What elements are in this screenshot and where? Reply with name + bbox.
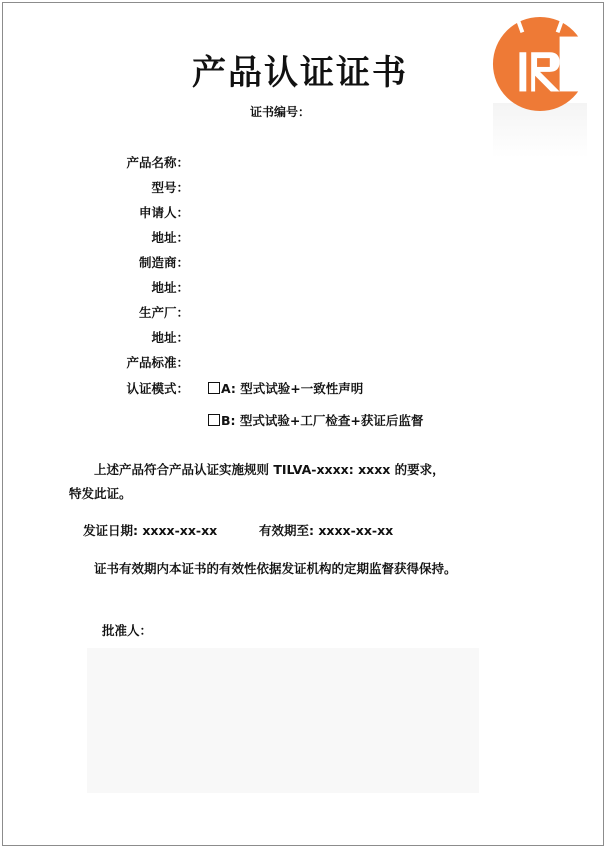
model-label: 型号：	[151, 180, 189, 195]
valid-until: 有效期至: xxxx-xx-xx	[259, 523, 394, 538]
product-standard-label: 产品标准：	[126, 355, 189, 370]
validity-note: 证书有效期内本证书的有效性依据发证机构的定期监督获得保持。	[94, 561, 457, 576]
certification-logo	[491, 15, 589, 113]
factory-label: 生产厂：	[138, 305, 189, 320]
mode-option-a[interactable]	[208, 379, 363, 397]
certification-mode-label: 认证模式：	[126, 381, 189, 396]
mode-option-b[interactable]	[208, 411, 423, 429]
applicant-label: 申请人：	[138, 205, 189, 220]
certificate-number-label: 证书编号：	[250, 105, 311, 119]
certificate-page	[2, 2, 604, 846]
product-name-label: 产品名称：	[126, 155, 189, 170]
issue-date: 发证日期: xxxx-xx-xx	[83, 523, 218, 538]
applicant-address-label: 地址：	[151, 230, 189, 245]
page-title: 产品认证证书	[192, 53, 408, 93]
manufacturer-label: 制造商：	[138, 255, 189, 270]
mode-a-label: A: 型式试验+一致性声明	[221, 381, 364, 396]
mode-a-checkbox[interactable]	[208, 382, 220, 394]
manufacturer-address-label: 地址：	[151, 280, 189, 295]
compliance-statement: 上述产品符合产品认证实施规则 TILVA-xxxx: xxxx 的要求，特发此证。	[69, 462, 445, 501]
mode-b-label: B: 型式试验+工厂检查+获证后监督	[221, 413, 424, 428]
mode-b-checkbox[interactable]	[208, 414, 220, 426]
approver-label: 批准人：	[102, 623, 153, 638]
factory-address-label: 地址：	[151, 330, 189, 345]
signature-area	[87, 648, 479, 793]
